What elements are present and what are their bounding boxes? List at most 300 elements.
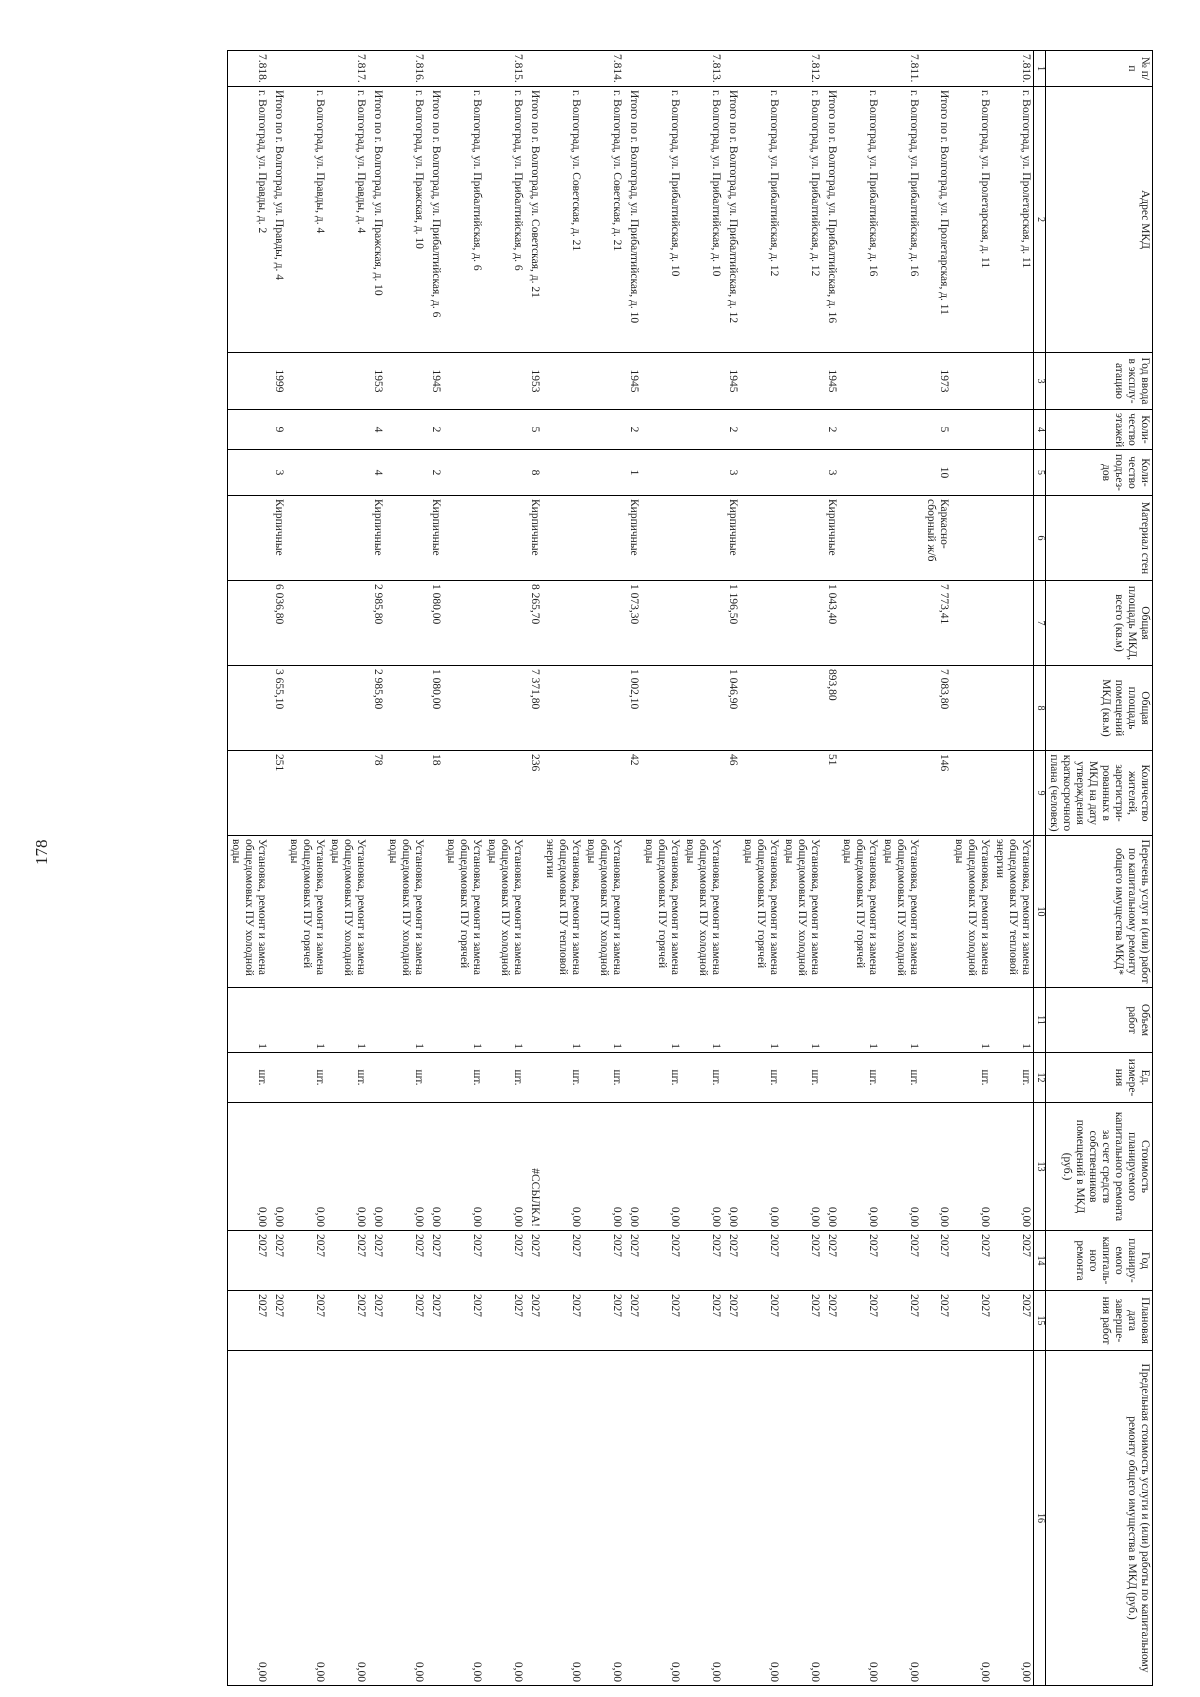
cell-row-number (271, 51, 286, 87)
cell-row-number: 7.816. (385, 51, 426, 87)
cell-year-built (992, 353, 1034, 410)
cell-completion-date: 2027 (327, 1291, 368, 1351)
cell-work-volume: 1 (484, 988, 525, 1053)
cell-repair-year: 2027 (527, 1231, 542, 1291)
cell-address: г. Волгоград, ул. Советская, д. 21 (542, 87, 583, 353)
spacer-cell (269, 1103, 271, 1231)
cell-completion-date: 2027 (880, 1291, 921, 1351)
cell-unit: шт. (385, 1053, 426, 1103)
cell-work-volume (271, 988, 286, 1053)
spacer-cell (624, 496, 626, 581)
cell-address: Итого по г. Волгоград, ул. Правды, д. 4 (271, 87, 286, 353)
cell-unit: шт. (992, 1053, 1034, 1103)
cell-residents: 51 (824, 751, 839, 836)
cell-year-built (228, 353, 270, 410)
cell-row-number (443, 51, 484, 87)
cell-row-number (286, 51, 327, 87)
spacer-cell (269, 1053, 271, 1103)
table-row (385, 51, 426, 1686)
cell-max-cost: 0,00 (682, 1351, 723, 1686)
cell-residents (327, 751, 368, 836)
cell-completion-date: 2027 (443, 1291, 484, 1351)
cell-completion-date: 2027 (271, 1291, 286, 1351)
cell-row-number (641, 51, 682, 87)
cell-wall-material: Каркасно-сборный ж/б (923, 496, 951, 581)
cell-entrances (682, 450, 723, 496)
cell-works-list (271, 836, 286, 988)
cell-total-area (286, 581, 327, 666)
cell-max-cost: 0,00 (641, 1351, 682, 1686)
cell-year-built: 1945 (725, 353, 740, 410)
column-header: Общая площадь МКД, всего (кв.м) (1046, 581, 1153, 666)
cell-year-built: 1953 (370, 353, 385, 410)
spacer-cell (822, 410, 824, 450)
cell-works-list: Установка, ремонт и замена общедомовых ПУ холодной воды (385, 836, 426, 988)
cell-completion-date: 2027 (428, 1291, 443, 1351)
cell-row-number (370, 51, 385, 87)
cell-work-volume: 1 (327, 988, 368, 1053)
cell-floors (641, 410, 682, 450)
table-row (327, 51, 368, 1686)
cell-residents (740, 751, 781, 836)
cell-entrances: 3 (271, 450, 286, 496)
cell-entrances: 3 (824, 450, 839, 496)
cell-wall-material: Кирпичные (824, 496, 839, 581)
cell-total-area: 1 080,00 (428, 581, 443, 666)
cell-repair-year: 2027 (484, 1231, 525, 1291)
spacer-cell (921, 1231, 923, 1291)
cell-owners-cost: 0,00 (428, 1103, 443, 1231)
column-header: Материал стен (1046, 496, 1153, 581)
spacer-cell (822, 836, 824, 988)
cell-work-volume: 1 (781, 988, 822, 1053)
spacer-cell (822, 581, 824, 666)
cell-floors (682, 410, 723, 450)
spacer-cell (921, 353, 923, 410)
cell-year-built (327, 353, 368, 410)
cell-wall-material (641, 496, 682, 581)
spacer-cell (426, 666, 428, 751)
spacer-cell (921, 1103, 923, 1231)
cell-premises-area: 1 046,90 (725, 666, 740, 751)
cell-residents (228, 751, 270, 836)
cell-repair-year: 2027 (271, 1231, 286, 1291)
spacer-cell (822, 1291, 824, 1351)
spacer-cell (624, 836, 626, 988)
cell-completion-date: 2027 (370, 1291, 385, 1351)
cell-owners-cost: 0,00 (951, 1103, 992, 1231)
cell-works-list: Установка, ремонт и замена общедомовых ПУ холодной воды (880, 836, 921, 988)
cell-owners-cost: 0,00 (992, 1103, 1034, 1231)
cell-completion-date: 2027 (839, 1291, 880, 1351)
cell-owners-cost: #ССЫЛКА! (527, 1103, 542, 1231)
cell-works-list: Установка, ремонт и замена общедомовых ПУ горячей воды (443, 836, 484, 988)
cell-entrances (385, 450, 426, 496)
cell-residents: 42 (626, 751, 641, 836)
cell-work-volume: 1 (542, 988, 583, 1053)
cell-address: г. Волгоград, ул. Пражская, д. 10 (385, 87, 426, 353)
cell-repair-year: 2027 (443, 1231, 484, 1291)
spacer-cell (426, 51, 428, 87)
spacer-cell (822, 1103, 824, 1231)
table-row (428, 51, 443, 1686)
spacer-cell (822, 666, 824, 751)
cell-max-cost: 0,00 (484, 1351, 525, 1686)
cell-year-built: 1973 (923, 353, 951, 410)
cell-owners-cost: 0,00 (923, 1103, 951, 1231)
cell-floors: 2 (428, 410, 443, 450)
cell-residents: 78 (370, 751, 385, 836)
spacer-cell (368, 581, 370, 666)
cell-unit: шт. (951, 1053, 992, 1103)
cell-owners-cost: 0,00 (839, 1103, 880, 1231)
cell-premises-area: 893,80 (824, 666, 839, 751)
spacer-cell (921, 410, 923, 450)
cell-works-list: Установка, ремонт и замена общедомовых ПУ горячей воды (740, 836, 781, 988)
cell-floors (443, 410, 484, 450)
cell-premises-area (951, 666, 992, 751)
cell-row-number (923, 51, 951, 87)
cell-works-list: Установка, ремонт и замена общедомовых ПУ холодной воды (781, 836, 822, 988)
cell-entrances: 4 (370, 450, 385, 496)
spacer-cell (269, 51, 271, 87)
rotated-page (48, 50, 1153, 1685)
cell-residents (385, 751, 426, 836)
cell-total-area (542, 581, 583, 666)
spacer-cell (525, 1291, 527, 1351)
cell-entrances (484, 450, 525, 496)
cell-owners-cost: 0,00 (370, 1103, 385, 1231)
cell-work-volume (370, 988, 385, 1053)
cell-floors: 2 (626, 410, 641, 450)
cell-floors: 2 (725, 410, 740, 450)
table-row (839, 51, 880, 1686)
cell-completion-date: 2027 (781, 1291, 822, 1351)
cell-year-built (443, 353, 484, 410)
cell-premises-area: 7 371,80 (527, 666, 542, 751)
cell-residents (443, 751, 484, 836)
cell-entrances: 3 (725, 450, 740, 496)
cell-year-built (484, 353, 525, 410)
cell-entrances (781, 450, 822, 496)
cell-unit: шт. (286, 1053, 327, 1103)
group-spacer (822, 51, 824, 1686)
cell-premises-area (740, 666, 781, 751)
cell-work-volume: 1 (951, 988, 992, 1053)
cell-wall-material: Кирпичные (527, 496, 542, 581)
table-row (484, 51, 525, 1686)
table-row (370, 51, 385, 1686)
cell-work-volume: 1 (228, 988, 270, 1053)
cell-address: г. Волгоград, ул. Прибалтийская, д. 12 (740, 87, 781, 353)
repair-plan-table (227, 50, 1153, 1686)
cell-total-area (781, 581, 822, 666)
cell-max-cost: 0,00 (880, 1351, 921, 1686)
cell-row-number: 7.811. (880, 51, 921, 87)
cell-work-volume: 1 (641, 988, 682, 1053)
spacer-cell (269, 1231, 271, 1291)
cell-unit (626, 1053, 641, 1103)
spacer-cell (921, 751, 923, 836)
cell-address: г. Волгоград, ул. Прибалтийская, д. 6 (484, 87, 525, 353)
cell-unit: шт. (583, 1053, 624, 1103)
cell-premises-area (443, 666, 484, 751)
cell-works-list (923, 836, 951, 988)
cell-premises-area (228, 666, 270, 751)
cell-work-volume: 1 (740, 988, 781, 1053)
cell-residents (286, 751, 327, 836)
cell-wall-material (992, 496, 1034, 581)
spacer-cell (368, 666, 370, 751)
cell-floors: 5 (527, 410, 542, 450)
cell-owners-cost: 0,00 (286, 1103, 327, 1231)
spacer-cell (368, 836, 370, 988)
cell-wall-material (951, 496, 992, 581)
cell-year-built (880, 353, 921, 410)
cell-row-number (824, 51, 839, 87)
table-row (781, 51, 822, 1686)
spacer-cell (368, 1053, 370, 1103)
cell-works-list (824, 836, 839, 988)
cell-completion-date: 2027 (923, 1291, 951, 1351)
column-header: Коли-чество этажей (1046, 410, 1153, 450)
spacer-cell (525, 1103, 527, 1231)
cell-total-area (992, 581, 1034, 666)
spacer-cell (723, 1053, 725, 1103)
table-row (443, 51, 484, 1686)
cell-wall-material (443, 496, 484, 581)
cell-unit: шт. (443, 1053, 484, 1103)
cell-row-number: 7.818. (228, 51, 270, 87)
cell-unit (725, 1053, 740, 1103)
cell-wall-material (228, 496, 270, 581)
table-row (880, 51, 921, 1686)
spacer-cell (269, 581, 271, 666)
cell-max-cost: 0,00 (542, 1351, 583, 1686)
cell-max-cost: 0,00 (443, 1351, 484, 1686)
cell-residents (542, 751, 583, 836)
cell-unit: шт. (228, 1053, 270, 1103)
column-number: 8 (1034, 666, 1046, 751)
spacer-cell (269, 410, 271, 450)
cell-row-number: 7.817. (327, 51, 368, 87)
cell-wall-material: Кирпичные (428, 496, 443, 581)
cell-owners-cost: 0,00 (228, 1103, 270, 1231)
cell-repair-year: 2027 (385, 1231, 426, 1291)
spacer-cell (921, 836, 923, 988)
cell-unit: шт. (542, 1053, 583, 1103)
spacer-cell (822, 87, 824, 353)
cell-premises-area (781, 666, 822, 751)
spacer-cell (525, 51, 527, 87)
cell-work-volume: 1 (682, 988, 723, 1053)
cell-max-cost (725, 1351, 740, 1686)
cell-works-list: Установка, ремонт и замена общедомовых ПУ горячей воды (839, 836, 880, 988)
cell-owners-cost: 0,00 (327, 1103, 368, 1231)
column-header: Коли-чество подъез-дов (1046, 450, 1153, 496)
cell-unit: шт. (484, 1053, 525, 1103)
column-header: Перечень услуг и (или) работ по капитальному ремонту общего имущества МКД* (1046, 836, 1153, 988)
cell-repair-year: 2027 (626, 1231, 641, 1291)
cell-repair-year: 2027 (740, 1231, 781, 1291)
cell-year-built: 1945 (428, 353, 443, 410)
cell-total-area: 1 073,30 (626, 581, 641, 666)
cell-completion-date: 2027 (740, 1291, 781, 1351)
cell-works-list (527, 836, 542, 988)
cell-wall-material (839, 496, 880, 581)
table-row (527, 51, 542, 1686)
cell-residents: 18 (428, 751, 443, 836)
cell-total-area (443, 581, 484, 666)
cell-wall-material: Кирпичные (271, 496, 286, 581)
cell-year-built: 1945 (626, 353, 641, 410)
cell-floors: 4 (370, 410, 385, 450)
cell-owners-cost: 0,00 (542, 1103, 583, 1231)
cell-completion-date: 2027 (286, 1291, 327, 1351)
spacer-cell (921, 1291, 923, 1351)
cell-repair-year: 2027 (951, 1231, 992, 1291)
column-header: Объем работ (1046, 988, 1153, 1053)
spacer-cell (269, 87, 271, 353)
cell-floors: 5 (923, 410, 951, 450)
spacer-cell (426, 87, 428, 353)
cell-max-cost (370, 1351, 385, 1686)
spacer-cell (368, 988, 370, 1053)
cell-unit (271, 1053, 286, 1103)
spacer-cell (624, 87, 626, 353)
cell-row-number (839, 51, 880, 87)
spacer-cell (822, 1231, 824, 1291)
cell-repair-year: 2027 (923, 1231, 951, 1291)
cell-unit: шт. (682, 1053, 723, 1103)
spacer-cell (624, 988, 626, 1053)
cell-premises-area (682, 666, 723, 751)
cell-residents (781, 751, 822, 836)
table-row (286, 51, 327, 1686)
cell-address: г. Волгоград, ул. Прибалтийская, д. 6 (443, 87, 484, 353)
cell-address: Итого по г. Волгоград, ул. Прибалтийская, д. 12 (725, 87, 740, 353)
spacer-cell (525, 87, 527, 353)
cell-max-cost: 0,00 (951, 1351, 992, 1686)
cell-residents (992, 751, 1034, 836)
cell-address: Итого по г. Волгоград, ул. Прибалтийская, д. 16 (824, 87, 839, 353)
cell-repair-year: 2027 (583, 1231, 624, 1291)
cell-total-area (951, 581, 992, 666)
cell-row-number: 7.815. (484, 51, 525, 87)
spacer-cell (525, 410, 527, 450)
spacer-cell (525, 353, 527, 410)
cell-address: г. Волгоград, ул. Правды, д. 2 (228, 87, 270, 353)
cell-work-volume (626, 988, 641, 1053)
cell-total-area (228, 581, 270, 666)
cell-work-volume: 1 (880, 988, 921, 1053)
spacer-cell (368, 1231, 370, 1291)
cell-max-cost: 0,00 (781, 1351, 822, 1686)
column-number: 2 (1034, 87, 1046, 353)
cell-row-number (740, 51, 781, 87)
cell-repair-year: 2027 (370, 1231, 385, 1291)
cell-year-built (781, 353, 822, 410)
cell-premises-area: 2 985,80 (370, 666, 385, 751)
spacer-cell (624, 51, 626, 87)
cell-work-volume: 1 (385, 988, 426, 1053)
cell-total-area: 6 036,80 (271, 581, 286, 666)
spacer-cell (525, 836, 527, 988)
cell-residents: 236 (527, 751, 542, 836)
cell-work-volume (428, 988, 443, 1053)
cell-unit: шт. (740, 1053, 781, 1103)
cell-premises-area: 1 002,10 (626, 666, 641, 751)
cell-wall-material (286, 496, 327, 581)
cell-residents (682, 751, 723, 836)
cell-works-list: Установка, ремонт и замена общедомовых ПУ горячей воды (286, 836, 327, 988)
table-row (228, 51, 270, 1686)
table-row (271, 51, 286, 1686)
spacer-cell (426, 410, 428, 450)
cell-floors (880, 410, 921, 450)
spacer-cell (525, 666, 527, 751)
spacer-cell (269, 450, 271, 496)
cell-works-list (428, 836, 443, 988)
spacer-cell (426, 988, 428, 1053)
table-row (923, 51, 951, 1686)
cell-unit (923, 1053, 951, 1103)
cell-completion-date: 2027 (682, 1291, 723, 1351)
cell-max-cost (271, 1351, 286, 1686)
table-row (951, 51, 992, 1686)
cell-wall-material: Кирпичные (370, 496, 385, 581)
cell-address: г. Волгоград, ул. Прибалтийская, д. 12 (781, 87, 822, 353)
spacer-cell (269, 666, 271, 751)
cell-repair-year: 2027 (542, 1231, 583, 1291)
cell-entrances (228, 450, 270, 496)
cell-row-number: 7.813. (682, 51, 723, 87)
cell-address: Итого по г. Волгоград, ул. Пражская, д. 10 (370, 87, 385, 353)
cell-premises-area (641, 666, 682, 751)
spacer-cell (921, 450, 923, 496)
cell-work-volume: 1 (839, 988, 880, 1053)
cell-works-list: Установка, ремонт и замена общедомовых ПУ тепловой энергии (992, 836, 1034, 988)
spacer-cell (921, 1351, 923, 1686)
cell-row-number (428, 51, 443, 87)
cell-floors (992, 410, 1034, 450)
spacer-cell (723, 988, 725, 1053)
cell-wall-material: Кирпичные (725, 496, 740, 581)
column-number: 1 (1034, 51, 1046, 87)
cell-max-cost (626, 1351, 641, 1686)
cell-floors (484, 410, 525, 450)
cell-completion-date: 2027 (824, 1291, 839, 1351)
cell-premises-area: 3 655,10 (271, 666, 286, 751)
cell-address: г. Волгоград, ул. Правды, д. 4 (286, 87, 327, 353)
column-header: Год ввода в эксплу-атацию (1046, 353, 1153, 410)
cell-work-volume: 1 (583, 988, 624, 1053)
cell-unit (527, 1053, 542, 1103)
table-row (824, 51, 839, 1686)
spacer-cell (822, 51, 824, 87)
spacer-cell (723, 581, 725, 666)
cell-address: г. Волгоград, ул. Прибалтийская, д. 10 (682, 87, 723, 353)
spacer-cell (368, 450, 370, 496)
cell-total-area: 1 196,50 (725, 581, 740, 666)
cell-row-number: 7.814. (583, 51, 624, 87)
cell-repair-year: 2027 (839, 1231, 880, 1291)
cell-premises-area (880, 666, 921, 751)
spacer-cell (624, 353, 626, 410)
cell-max-cost: 0,00 (327, 1351, 368, 1686)
spacer-cell (723, 87, 725, 353)
cell-year-built (641, 353, 682, 410)
